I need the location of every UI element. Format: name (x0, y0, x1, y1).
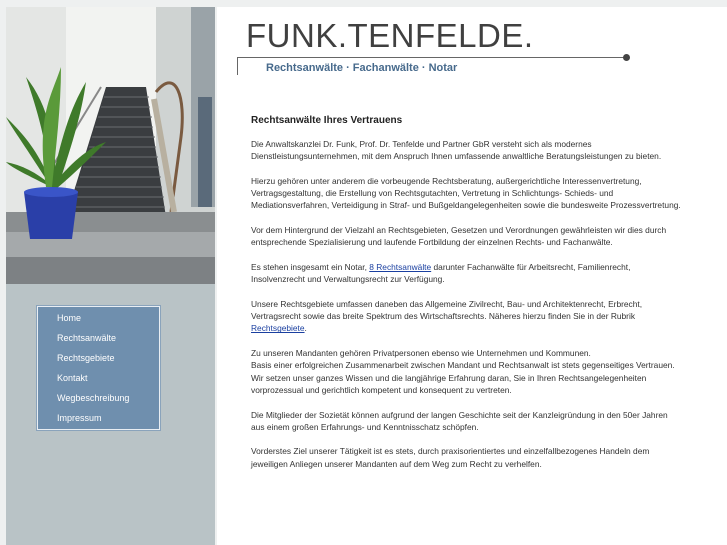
rechtsgebiete-link[interactable]: Rechtsgebiete (251, 323, 305, 334)
brand-title: FUNK.TENFELDE. (246, 17, 534, 54)
nav-item-kontakt[interactable]: Kontakt (57, 373, 88, 383)
header-rule-vertical (237, 57, 238, 75)
paragraph-services: Hierzu gehören unter anderem die vorbeugende Rechtsberatung, außergerichtliche Interessenvertretung, Vertragsgestaltung, die Erstellung von Rechtsgutachten, Vertretung in Schlichtungs- Schieds- und Mediationsverfahren, Verteidigung in Straf- und Bußgeldangelegenheiten sowie die bundesweite Prozessvertretung. (251, 175, 681, 211)
nav-item-home[interactable]: Home (57, 313, 82, 323)
paragraph-specialization: Vor dem Hintergrund der Vielzahl an Rechtsgebieten, Gesetzen und Verordnungen gewährleisten wir dies durch entsprechende Spezialisierung und laufende Fortbildung der einzelnen Rechts- und Fachanwälte. (251, 225, 667, 248)
staircase-image (6, 7, 215, 284)
paragraph-team-text-2: darunter Fachanwälte für Arbeitsrecht, Familienrecht, Insolvenzrecht und Verwaltungsrecht zur Verfügung. (251, 261, 631, 285)
brand-tagline: Rechtsanwälte · Fachanwälte · Notar (266, 62, 458, 74)
rechtsanwaelte-link[interactable]: 8 Rechtsanwälte (369, 261, 432, 272)
paragraph-practice-areas (251, 298, 683, 335)
sidebar (6, 7, 215, 545)
nav-item-rechtsgebiete[interactable]: Rechtsgebiete (57, 353, 115, 363)
header-rule (237, 57, 628, 58)
main-navigation (37, 306, 160, 430)
article (251, 115, 683, 482)
nav-item-rechtsanwaelte[interactable]: Rechtsanwälte (57, 333, 117, 343)
paragraph-clients-line-2: Basis einer erfolgreichen Zusammenarbeit zwischen Mandant und Rechtsanwalt ist stets gegenseitiges Vertrauen. Wir setzen unser ganzes Wissen und die langjährige Erfahrung daran, Sie in Ihren Rechtsangelegenheiten vorprozessual und gerichtlich kompetent und konsequent zu vertreten. (251, 360, 675, 395)
paragraph-team (251, 261, 683, 286)
paragraph-practice-text-1: Unsere Rechtsgebiete umfassen daneben das Allgemeine Zivilrecht, Bau- und Architektenrecht, Erbrecht, Vertragsrecht sowie das breite Spektrum des Wirtschaftsrechts. Näheres hierzu finden Sie in der Rubrik (251, 298, 643, 322)
paragraph-clients-line-1: Zu unseren Mandanten gehören Privatpersonen ebenso wie Unternehmen und Kommunen. (251, 348, 591, 359)
paragraph-clients (251, 347, 683, 396)
paragraph-intro: Die Anwaltskanzlei Dr. Funk, Prof. Dr. Tenfelde und Partner GbR versteht sich als modernes Dienstleistungsunternehmen, mit dem Anspruch Ihnen umfassende anwaltliche Beratungsleistungen zu bieten. (251, 139, 662, 162)
main-content-area (217, 7, 727, 545)
paragraph-goal: Vorderstes Ziel unserer Tätigkeit ist es stets, durch praxisorientiertes und einzelfallbezogenes Handeln dem jeweiligen Anliegen unserer Mandanten auf dem Weg zum Recht zu verhelfen. (251, 446, 650, 469)
header-rule-dot (623, 54, 630, 61)
paragraph-practice-text-2: . (304, 323, 307, 334)
staircase-photo (6, 7, 215, 284)
paragraph-team-text-1: Es stehen insgesamt ein Notar, (251, 261, 370, 272)
article-heading: Rechtsanwälte Ihres Vertrauens (251, 115, 403, 126)
paragraph-history: Die Mitglieder der Sozietät können aufgrund der langen Geschichte seit der Kanzleigründung in den 50er Jahren aus einem großen Erfahrungs- und Kenntnisschatz schöpfen. (251, 409, 668, 432)
nav-item-wegbeschreibung[interactable]: Wegbeschreibung (57, 393, 130, 403)
nav-item-impressum[interactable]: Impressum (57, 413, 102, 423)
